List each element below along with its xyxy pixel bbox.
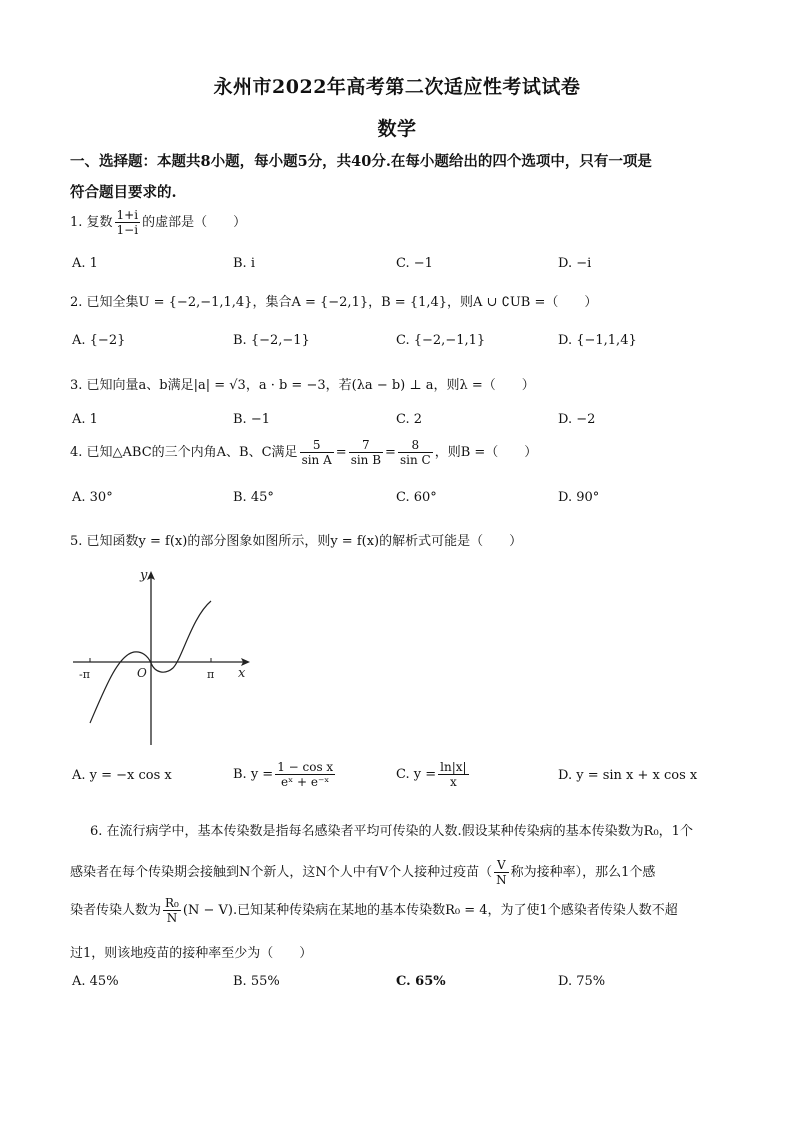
q4-option-a[interactable]: A. 30°: [72, 490, 113, 505]
question-2-stem: 2. 已知全集U = {−2,−1,1,4}，集合A = {−2,1}，B = {1,4}，则A ∪ ∁UB =（ ）: [70, 295, 598, 310]
section-heading-line1: 一、选择题：本题共8小题，每小题5分，共40分.在每小题给出的四个选项中，只有一项是: [70, 153, 652, 170]
q3-option-b[interactable]: B. −1: [233, 412, 270, 427]
q2-option-d[interactable]: D. {−1,1,4}: [558, 333, 637, 348]
q4-f1-den: sin A: [301, 453, 332, 467]
q5-option-c[interactable]: [396, 760, 471, 789]
q6-line3-num: R₀: [165, 896, 179, 910]
q6-option-b[interactable]: B. 55%: [233, 974, 280, 989]
q6-line3-post: (N − V).已知某种传染病在某地的基本传染数R₀ = 4，为了使1个感染者传染人数不超: [182, 903, 678, 918]
q4-option-c[interactable]: C. 60°: [396, 490, 437, 505]
question-4-stem: 4. 已知△ABC的三个内角A、B、C满足 $\frac{5}{\text{sin A}}$ = $\frac{7}{\text{sin B}}$ = $\frac{8}{\text{sin C}}$ ，则B =（ ）: [70, 438, 538, 467]
q5-optb-num: 1 − cos x: [277, 760, 334, 774]
q6-line3-den: N: [166, 911, 178, 925]
q4-f1-num: 5: [300, 438, 334, 453]
q4-stem-post: ，则B =（ ）: [434, 445, 538, 460]
q4-fraction-2: [349, 438, 383, 467]
q1-option-c[interactable]: C. −1: [396, 256, 433, 271]
q6-line3-fraction: [163, 896, 181, 925]
q6-option-a[interactable]: A. 45%: [72, 974, 119, 989]
x-label: x: [238, 666, 246, 681]
q4-f2-num: 7: [349, 438, 383, 453]
q5-optb-pre: B. y =: [233, 767, 274, 782]
q1-option-d[interactable]: D. −i: [558, 256, 592, 271]
q2-option-b[interactable]: B. {−2,−1}: [233, 333, 310, 348]
q1-option-a[interactable]: A. 1: [72, 256, 98, 271]
q1-frac-den: 1−i: [116, 223, 139, 237]
q6-option-c[interactable]: C. 65%: [396, 974, 446, 989]
q6-line2-pre: 感染者在每个传染期会接触到N个新人，这N个人中有V个人接种过疫苗（: [70, 865, 493, 880]
q4-f3-num: 8: [398, 438, 433, 453]
function-graph: [70, 563, 260, 748]
q5-optc-num: ln|x|: [440, 760, 467, 774]
question-3-stem: 3. 已知向量a、b满足|a| = √3，a · b = −3，若(λa − b) ⊥ a，则λ =（ ）: [70, 378, 535, 393]
origin-label: O: [137, 666, 147, 680]
question-5-stem: 5. 已知函数y = f(x)的部分图象如图所示，则y = f(x)的解析式可能是（ ）: [70, 534, 523, 549]
question-1-stem: [70, 208, 246, 237]
q5-option-d[interactable]: D. y = sin x + x cos x: [558, 768, 698, 783]
q6-option-d[interactable]: D. 75%: [558, 974, 606, 989]
subject-title: 数学: [377, 118, 417, 140]
q5-optc-den: x: [449, 775, 457, 789]
q6-line2-fraction: [494, 858, 509, 887]
q1-stem-post: 的虚部是（ ）: [142, 215, 247, 230]
q6-line2-den: N: [496, 873, 507, 887]
q5-optb-fraction: [275, 760, 335, 789]
q5-optc-pre: C. y =: [396, 767, 437, 782]
q1-option-b[interactable]: B. i: [233, 256, 255, 271]
q3-option-d[interactable]: D. −2: [558, 412, 596, 427]
pi-label: π: [207, 668, 215, 681]
q6-line2-post: 称为接种率），那么1个感: [510, 865, 656, 880]
q5-optb-den: eˣ + e⁻ˣ: [280, 775, 330, 789]
q2-option-c[interactable]: C. {−2,−1,1}: [396, 333, 486, 348]
q1-frac-num: 1+i: [116, 208, 139, 222]
q4-f2-den: sin B: [350, 453, 382, 467]
question-6-line1: 6. 在流行病学中，基本传染数是指每名感染者平均可传染的人数.假设某种传染病的基本传染数为R₀，1个: [90, 824, 693, 839]
q5-optc-fraction: [438, 760, 468, 789]
y-label: y: [140, 568, 148, 583]
q4-option-b[interactable]: B. 45°: [233, 490, 274, 505]
q4-stem-pre: 4. 已知△ABC的三个内角A、B、C满足: [70, 445, 298, 460]
q5-option-b[interactable]: [233, 760, 337, 789]
q4-f3-den: sin C: [399, 453, 431, 467]
question-6-line4: 过1，则该地疫苗的接种率至少为（ ）: [70, 946, 313, 961]
q4-fraction-1: [300, 438, 334, 467]
question-6-line2: [70, 858, 655, 887]
q3-option-c[interactable]: C. 2: [396, 412, 423, 427]
q1-stem-pre: 1. 复数: [70, 215, 113, 230]
q6-line3-pre: 染者传染人数为: [70, 903, 162, 918]
q6-line2-num: V: [494, 858, 509, 873]
q3-option-a[interactable]: A. 1: [72, 412, 98, 427]
q2-option-a[interactable]: A. {−2}: [72, 333, 126, 348]
q4-option-d[interactable]: D. 90°: [558, 490, 600, 505]
exam-title: 永州市2022年高考第二次适应性考试试卷: [213, 76, 581, 98]
neg-pi-label: -π: [79, 668, 90, 681]
section-heading-line2: 符合题目要求的.: [70, 184, 177, 201]
q5-option-a[interactable]: A. y = −x cos x: [72, 768, 172, 783]
q1-fraction: [115, 208, 141, 237]
question-6-line3: [70, 896, 678, 925]
q4-fraction-3: [398, 438, 433, 467]
